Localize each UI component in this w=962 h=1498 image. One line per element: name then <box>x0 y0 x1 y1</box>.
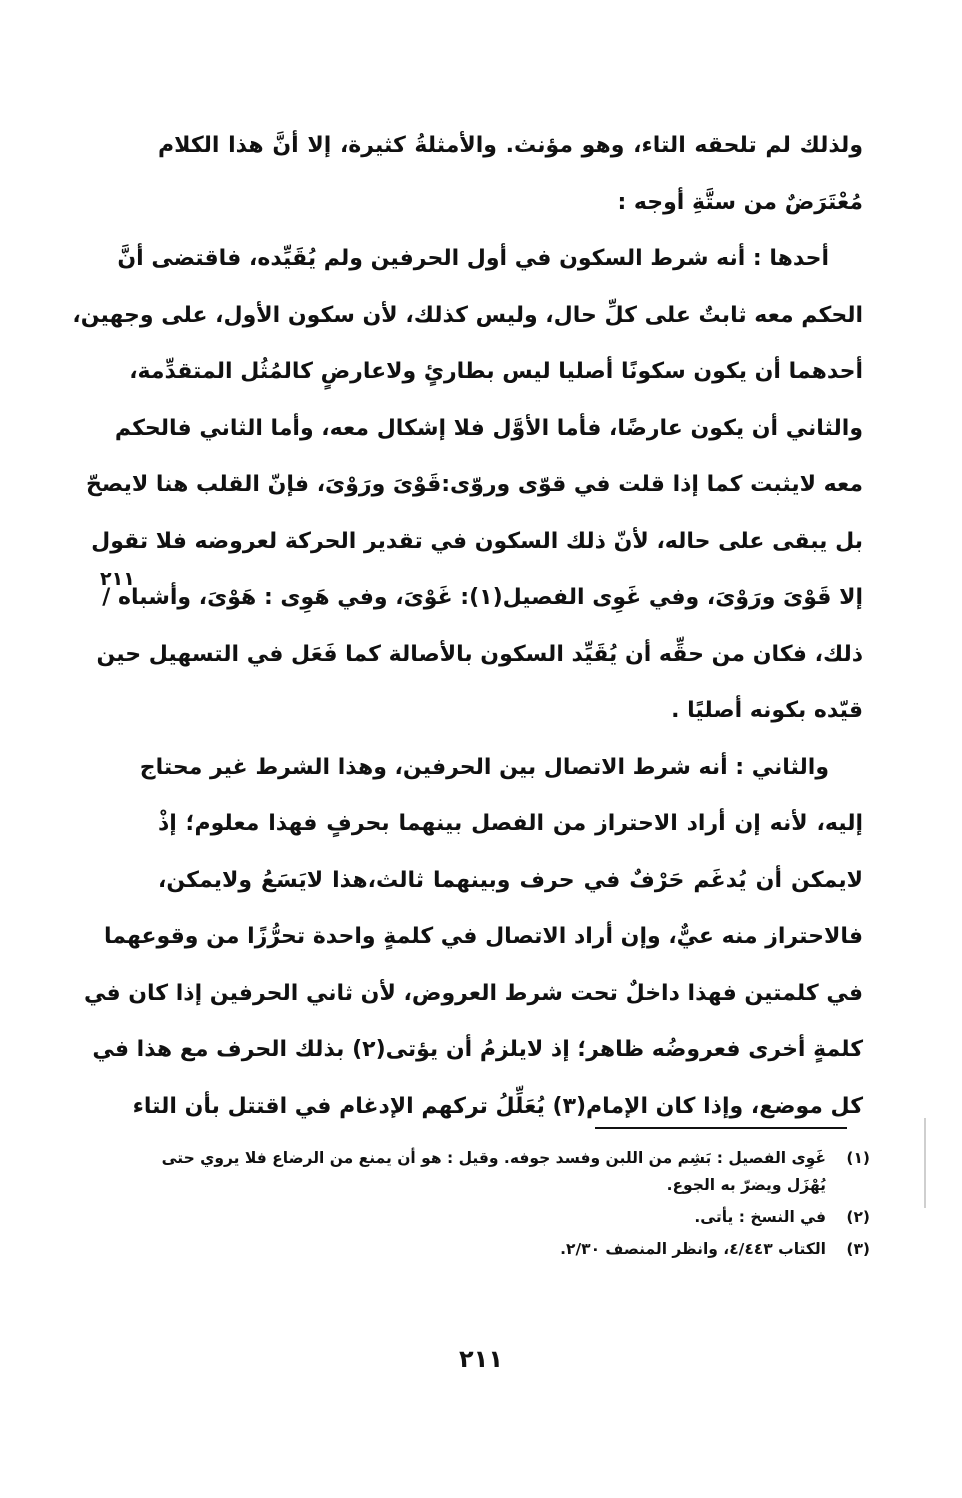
text-line: كلمةٍ أخرى فعروضُه ظاهر؛ إذ لايلزمُ أن يؤتى(٢) بذلك الحرف مع هذا في <box>92 1037 863 1062</box>
text-line: والثاني أن يكون عارضًا، فأما الأوَّل فلا إشكال معه، وأما الثاني فالحكم <box>114 415 863 441</box>
margin-page-reference: ٢١١ <box>100 568 135 590</box>
text-line: قيّده بكونه أصليًا . <box>671 698 863 723</box>
text-line: أحدهما أن يكون سكونًا أصليا ليس بطارئٍ ولاعارضٍ كالمُثُل المتقدِّمة، <box>129 359 863 384</box>
text-line: والثاني : أنه شرط الاتصال بين الحرفين، وهذا الشرط غير محتاج <box>139 754 829 780</box>
footnote-number: (١) <box>846 1149 870 1167</box>
footnote-text: في النسخ : يأتى. <box>694 1208 826 1226</box>
page-number: ٢١١ <box>459 1345 503 1373</box>
text-line: ذلك، فكان من حقِّه أن يُقَيِّد السكون بالأصالة كما فَعَل في التسهيل حين <box>96 641 863 667</box>
text-line: في كلمتين فهذا داخلٌ تحت شرط العروض، لأن ثاني الحرفين إذا كان في <box>83 980 863 1006</box>
text-line: بل يبقى على حاله، لأنّ ذلك السكون في تقدير الحركة لعروضه فلا تقول <box>91 528 863 554</box>
text-line: لايمكن أن يُدغَم حَرْفٌ في حرف وبينهما ثالث،هذا لايَسَعُ ولايمكن، <box>158 867 863 893</box>
footnote-number: (٣) <box>846 1240 870 1258</box>
footnote-text: غَوِى الفصيل : بَشِم من اللبن وفسد جوفه. وقيل : هو أن يمنع من الرضاع فلا يروي حتى يُهْزَل ويضرّ به الجوع. <box>161 1149 826 1194</box>
text-line: كل موضع، وإذا كان الإمام(٣) يُعَلِّلُ تركهم الإدغام في اقتتل بأن التاء <box>132 1093 863 1119</box>
text-line: فالاحتراز منه عيٌّ، وإن أراد الاتصال في كلمةٍ واحدة تحرُّزًا من وقوعهما <box>103 924 863 949</box>
footnote-text: الكتاب ٤/٤٤٣، وانظر المنصف ٢/٣٠. <box>560 1240 826 1258</box>
text-line: معه لايثبت كما إذا قلت في قوّى وروّى:قَوْىَ ورَوْىَ، فإنّ القلب هنا لايصحّ <box>86 472 863 497</box>
footnote <box>150 1145 870 1199</box>
footnotes <box>150 1145 870 1268</box>
scan-artifact <box>924 1118 926 1208</box>
text-line: إلا قَوْىَ ورَوْىَ، وفي غَوِى الفصيل(١): غَوْىَ، وفي هَوِى : هَوْىَ، وأشباه / <box>102 585 863 610</box>
text-line: مُعْتَرَضٌ من ستَّةِ أوجه : <box>617 189 863 215</box>
footnote-separator <box>595 1127 847 1129</box>
text-line: أحدها : أنه شرط السكون في أول الحرفين ولم يُقَيِّده، فاقتضى أنَّ <box>117 246 829 271</box>
text-line: إليه، لأنه إن أراد الاحتراز من الفصل بينهما بحرفٍ فهذا معلوم؛ إذْ <box>158 811 863 836</box>
footnote-number: (٢) <box>846 1208 870 1226</box>
footnote <box>150 1236 870 1263</box>
text-line: الحكم معه ثابتٌ على كلِّ حال، وليس كذلك، لأن سكون الأول، على وجهين، <box>72 302 863 328</box>
text-line: ولذلك لم تلحقه التاء، وهو مؤنث. والأمثلةُ كثيرة، إلا أنَّ هذا الكلام <box>158 133 863 158</box>
footnote <box>150 1204 870 1231</box>
